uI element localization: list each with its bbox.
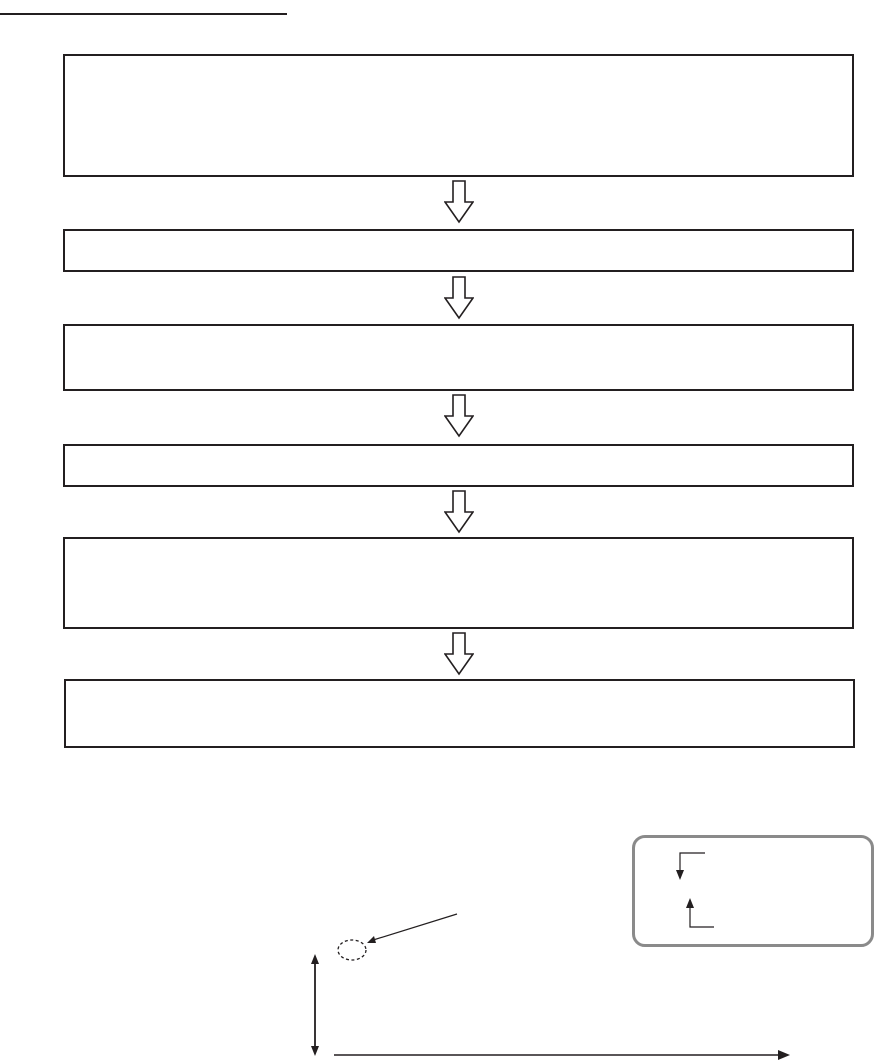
flow-arrow-down-icon <box>444 632 474 676</box>
flow-arrow-down-icon <box>444 394 474 438</box>
flow-step-2-text <box>65 231 852 247</box>
flow-step-4-text <box>65 446 852 462</box>
flow-step-3-text <box>65 326 852 342</box>
schematic-graphic <box>290 900 810 1064</box>
flow-step-1-text <box>65 56 852 72</box>
flow-step-1 <box>63 54 854 177</box>
horizontal-axis-arrow-icon <box>334 1050 790 1060</box>
flow-step-2 <box>63 229 854 272</box>
flow-step-3 <box>63 324 854 391</box>
vertical-double-arrow-icon <box>311 954 319 1056</box>
flow-arrow-down-icon <box>444 276 474 320</box>
flow-step-4 <box>63 444 854 487</box>
flow-step-5-text <box>65 539 852 555</box>
legend-down-arrow-icon <box>676 853 705 880</box>
heading-underline <box>0 13 287 15</box>
dashed-region-marker <box>338 940 366 960</box>
flow-arrow-down-icon <box>444 180 474 224</box>
flow-arrow-down-icon <box>444 490 474 534</box>
flow-step-6 <box>64 679 855 748</box>
leader-line-arrow <box>367 914 457 943</box>
flow-step-5 <box>63 537 854 629</box>
flow-step-6-text <box>66 681 853 697</box>
